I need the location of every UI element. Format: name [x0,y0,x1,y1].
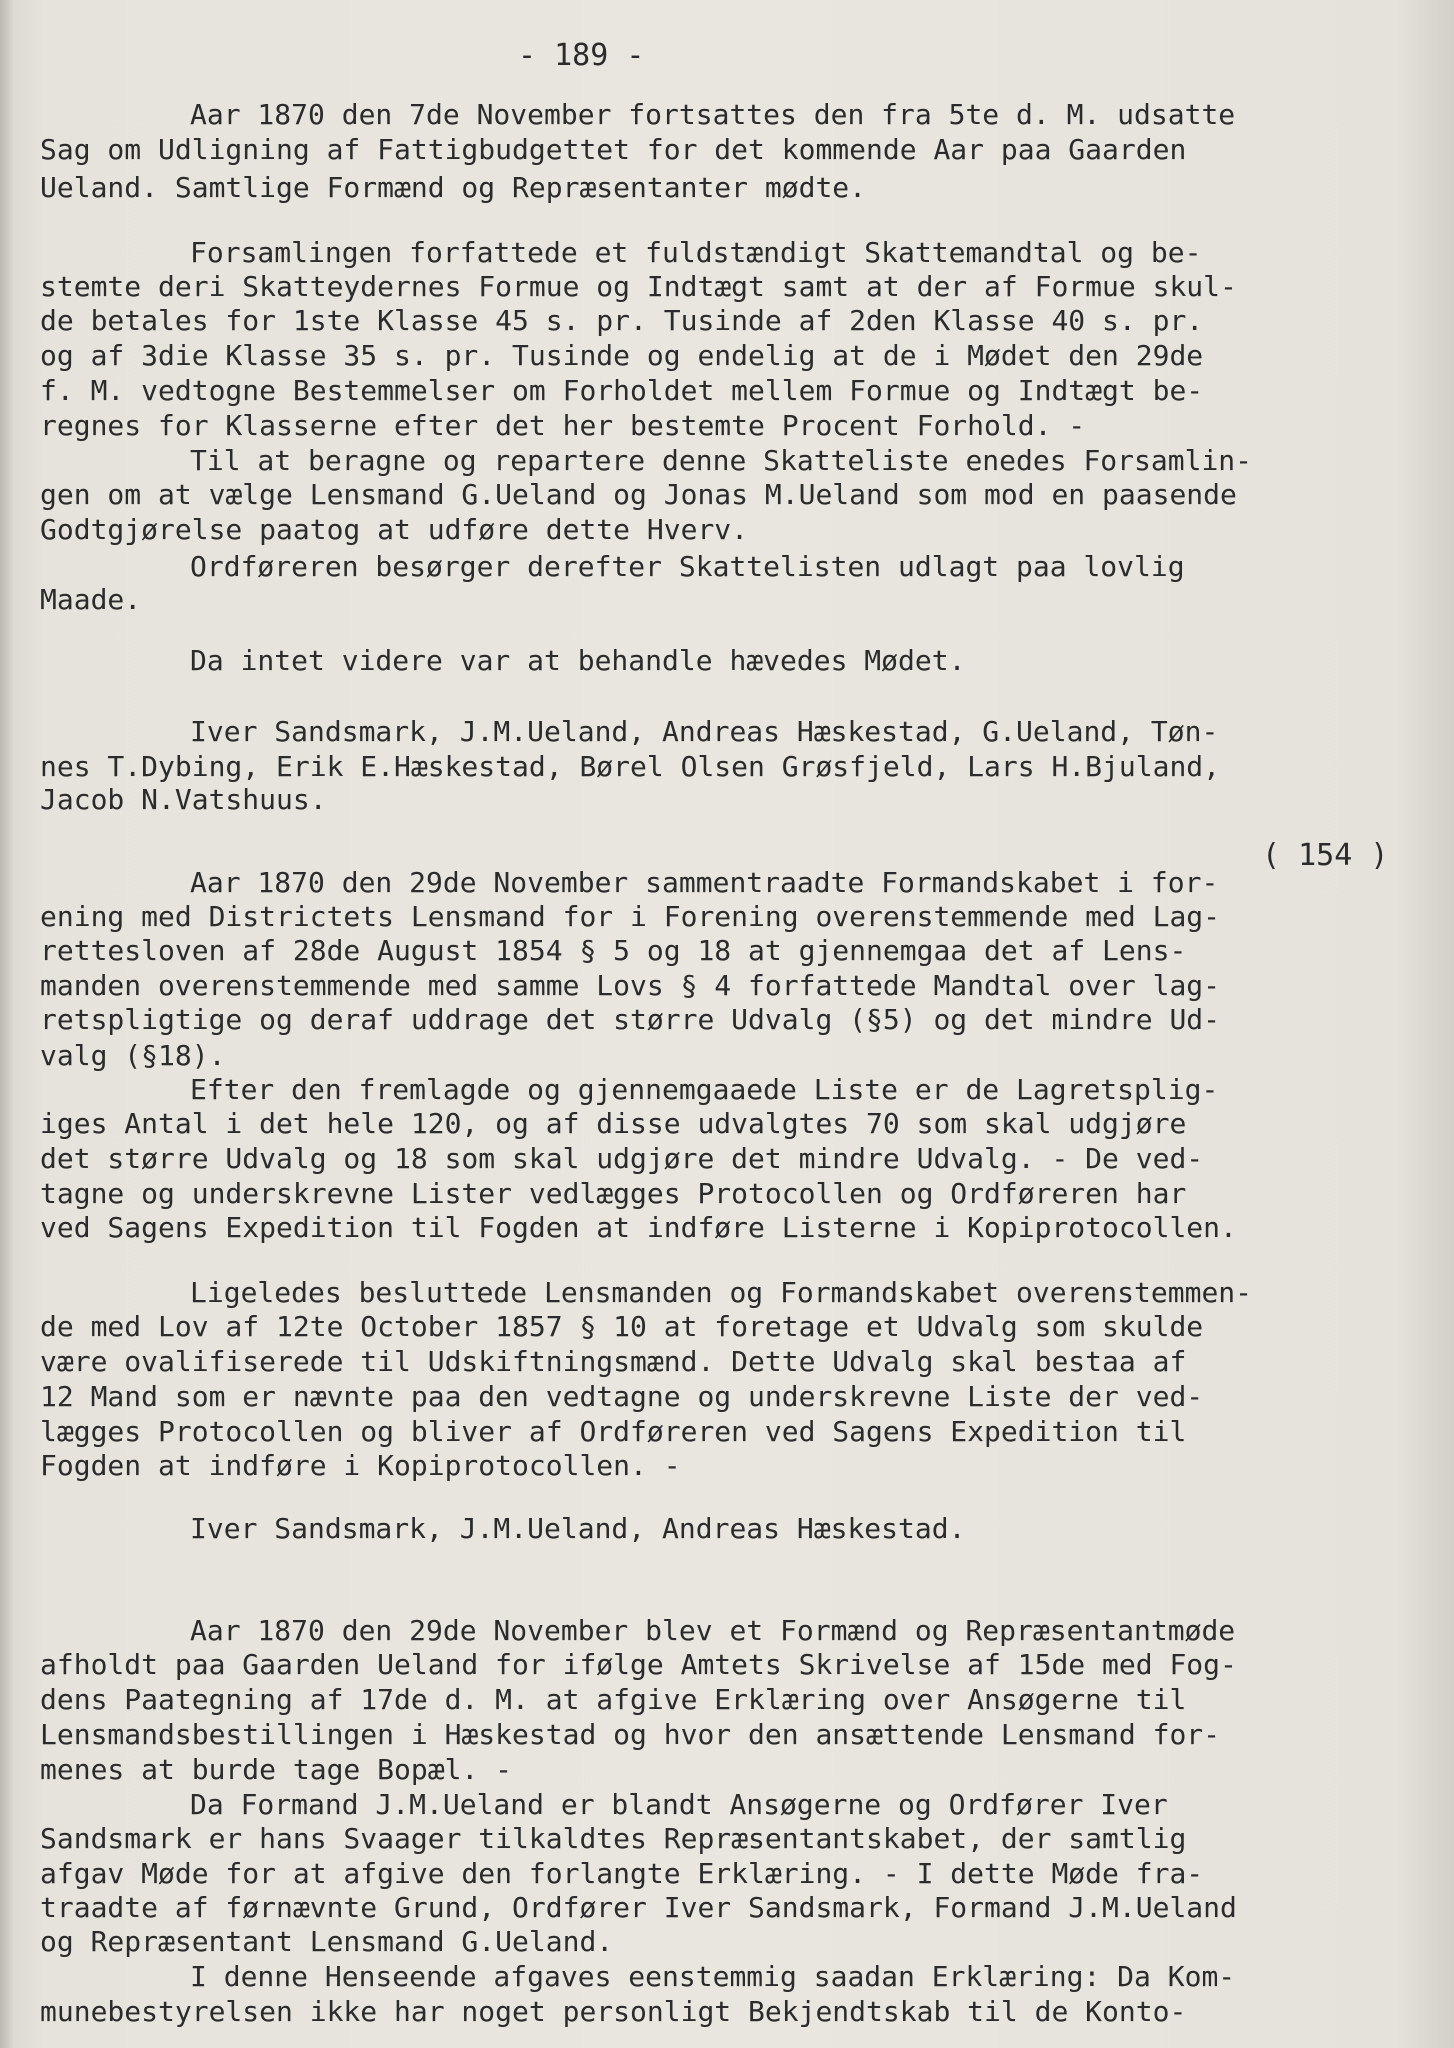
text-line: Ueland. Samtlige Formænd og Repræsentanter mødte. [40,171,867,204]
text-line: Fogden at indføre i Kopiprotocollen. - [40,1449,681,1482]
text-line: gen om at vælge Lensmand G.Ueland og Jonas M.Ueland som mod en paasende [40,478,1237,511]
text-line: Til at beragne og repartere denne Skatteliste enedes Forsamlin- [190,444,1253,477]
text-line: Sag om Udligning af Fattigbudgettet for det kommende Aar paa Gaarden [40,133,1187,166]
text-line: Iver Sandsmark, J.M.Ueland, Andreas Hæskestad, G.Ueland, Tøn- [190,715,1219,748]
text-line: afholdt paa Gaarden Ueland for ifølge Amtets Skrivelse af 15de med Fog- [40,1648,1237,1681]
text-line: I denne Henseende afgaves eenstemmig saadan Erklæring: Da Kom- [190,1960,1236,1993]
text-line: Forsamlingen forfattede et fuldstændigt Skattemandtal og be- [190,236,1202,269]
text-line: regnes for Klasserne efter det her bestemte Procent Forhold. - [40,409,1086,442]
text-line: lægges Protocollen og bliver af Ordføreren ved Sagens Expedition til [40,1415,1187,1448]
text-line: Maade. [40,583,142,616]
text-line: være ovalifiserede til Udskiftningsmænd. Dette Udvalg skal bestaa af [40,1345,1187,1378]
text-line: ved Sagens Expedition til Fogden at indføre Listerne i Kopiprotocollen. [40,1211,1237,1244]
text-line: f. M. vedtogne Bestemmelser om Forholdet mellem Formue og Indtægt be- [40,374,1204,407]
text-line: Iver Sandsmark, J.M.Ueland, Andreas Hæskestad. [190,1512,966,1545]
text-line: Da Formand J.M.Ueland er blandt Ansøgerne og Ordfører Iver [190,1788,1168,1821]
text-line: traadte af førnævnte Grund, Ordfører Iver Sandsmark, Formand J.M.Ueland [40,1891,1237,1924]
text-line: og af 3die Klasse 35 s. pr. Tusinde og endelig at de i Mødet den 29de [40,339,1204,372]
text-line: og Repræsentant Lensmand G.Ueland. [40,1925,614,1958]
text-line: Aar 1870 den 29de November blev et Formænd og Repræsentantmøde [190,1614,1236,1647]
text-line: Da intet videre var at behandle hævedes Mødet. [190,644,966,677]
text-line: Godtgjørelse paatog at udføre dette Hverv. [40,513,749,546]
text-line: Jacob N.Vatshuus. [40,783,327,816]
text-line: valg (§18). [40,1039,226,1072]
text-line: iges Antal i det hele 120, og af disse udvalgtes 70 som skal udgjøre [40,1107,1187,1140]
text-line: stemte deri Skatteydernes Formue og Indtægt samt at der af Formue skul- [40,270,1237,303]
text-line: Ordføreren besørger derefter Skattelisten udlagt paa lovlig [190,550,1185,583]
text-line: dens Paategning af 17de d. M. at afgive Erklæring over Ansøgerne til [40,1683,1187,1716]
text-line: Efter den fremlagde og gjennemgaaede Liste er de Lagretsplig- [190,1073,1219,1106]
text-line: nes T.Dybing, Erik E.Hæskestad, Børel Olsen Grøsfjeld, Lars H.Bjuland, [40,750,1221,783]
text-line: ening med Districtets Lensmand for i Forening overenstemmende med Lag- [40,900,1221,933]
text-line: tagne og underskrevne Lister vedlægges Protocollen og Ordføreren har [40,1177,1187,1210]
reference-number: ( 154 ) [1262,838,1389,873]
text-line: de betales for 1ste Klasse 45 s. pr. Tusinde af 2den Klasse 40 s. pr. [40,304,1204,337]
page-number: - 189 - [518,38,645,73]
text-line: Sandsmark er hans Svaager tilkaldtes Repræsentantskabet, der samtlig [40,1822,1187,1855]
text-line: Lensmandsbestillingen i Hæskestad og hvor den ansættende Lensmand for- [40,1718,1221,1751]
text-line: de med Lov af 12te October 1857 § 10 at foretage et Udvalg som skulde [40,1310,1204,1343]
text-line: manden overenstemmende med samme Lovs § 4 forfattede Mandtal over lag- [40,969,1221,1002]
text-line: rettesloven af 28de August 1854 § 5 og 18 at gjennemgaa det af Lens- [40,934,1187,967]
text-line: menes at burde tage Bopæl. - [40,1753,513,1786]
text-line: det større Udvalg og 18 som skal udgjøre det mindre Udvalg. - De ved- [40,1142,1204,1175]
text-line: 12 Mand som er nævnte paa den vedtagne og underskrevne Liste der ved- [40,1380,1204,1413]
page-edge-shadow [0,0,14,2048]
text-line: afgav Møde for at afgive den forlangte Erklæring. - I dette Møde fra- [40,1857,1204,1890]
text-line: retspligtige og deraf uddrage det større Udvalg (§5) og det mindre Ud- [40,1003,1221,1036]
text-line: Ligeledes besluttede Lensmanden og Formandskabet overenstemmen- [190,1276,1253,1309]
text-line: Aar 1870 den 7de November fortsattes den fra 5te d. M. udsatte [190,98,1236,131]
text-line: munebestyrelsen ikke har noget personligt Bekjendtskab til de Konto- [40,1995,1187,2028]
text-line: Aar 1870 den 29de November sammentraadte Formandskabet i for- [190,866,1219,899]
